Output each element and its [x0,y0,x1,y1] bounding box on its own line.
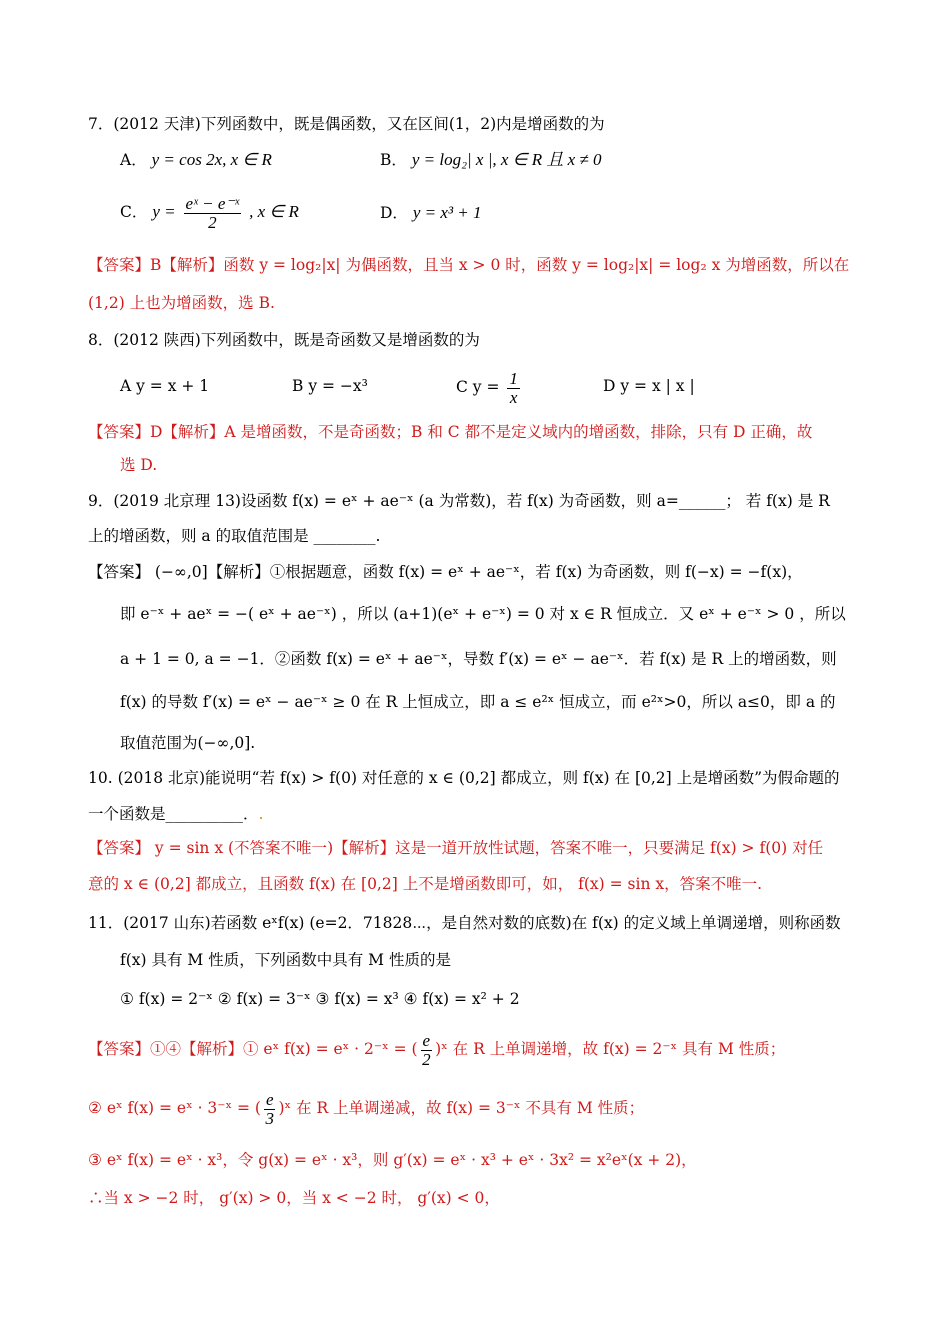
q11-answer-line-1-fraction [421,1032,433,1069]
q8-answer-line-2: 选 D. [120,456,158,474]
q11-answer-line-1-denominator: 2 [422,1049,431,1069]
q8-option-b: B y = −x³ [292,377,368,395]
q8-option-d: D y = x | x | [603,377,695,395]
q7-answer-line-2: (1,2) 上也为增函数，选 B. [88,294,275,312]
q8-option-c-label: C y = [456,378,500,396]
q7-option-c-lhs: y = [152,202,176,221]
q10-orange-dot: . [258,805,264,823]
q11-answer-line-2-denominator: 3 [265,1108,274,1128]
q7-option-c-label: C． [120,203,148,221]
q10-stem-line-2-text: 一个函数是__________． [88,805,259,823]
q11-answer-line-4: ∴当 x > −2 时， g′(x) > 0，当 x < −2 时， g′(x) < 0， [88,1189,500,1207]
q7-stem: 7．(2012 天津)下列函数中，既是偶函数，又在区间(1，2)内是增函数的为 [88,115,605,133]
q8-option-c [456,365,523,409]
q8-option-c-fraction [507,370,520,407]
q7-option-c-denominator: 2 [208,212,217,232]
q9-answer-line-3: a + 1 = 0, a = −1．②函数 f(x) = eˣ + ae⁻ˣ，导数 f′(x) = eˣ − ae⁻ˣ．若 f(x) 是 R 上的增函数，则 [120,650,837,668]
q7-option-a-math: y = cos 2x, x ∈ R [151,150,272,169]
q9-answer-line-2: 即 e⁻ˣ + aeˣ = −( eˣ + ae⁻ˣ) ，所以 (a+1)(eˣ + e⁻ˣ) = 0 对 x ∈ R 恒成立．又 eˣ + e⁻ˣ > 0 ，所以 [120,605,846,623]
q7-option-d-math: y = x³ + 1 [412,203,482,222]
q7-option-b-math: y = log₂| x |, x ∈ R 且 x ≠ 0 [411,150,602,169]
q11-answer-line-3: ③ eˣ f(x) = eˣ · x³，令 g(x) = eˣ · x³，则 g′(x) = eˣ · x³ + eˣ · 3x² = x²eˣ(x + 2)， [88,1151,697,1169]
q9-answer-line-1 [88,562,803,582]
q8-answer-line-1: 【答案】D【解析】A 是增函数，不是奇函数；B 和 C 都不是定义域内的增函数，排除，只有 D 正确，故 [88,423,813,441]
q11-answer-line-1-post: )ˣ 在 R 上单调递增，故 f(x) = 2⁻ˣ 具有 M 性质； [435,1040,786,1058]
q7-option-c [120,190,299,234]
q11-answer-line-2-fraction [264,1091,276,1128]
q8-option-c-numerator: 1 [509,368,518,388]
q11-answer-line-1-numerator: e [422,1030,431,1050]
q8-option-c-denominator: x [509,387,518,407]
q7-option-b-label: B． [380,151,407,169]
q10-answer-line-1: 【答案】 y = sin x (不答案不唯一)【解析】这是一道开放性试题，答案不唯一，只要满足 f(x) > f(0) 对任 [88,839,824,857]
q10-answer-line-2: 意的 x ∈ (0,2] 都成立，且函数 f(x) 在 [0,2] 上不是增函数即可，如， f(x) = sin x，答案不唯一. [88,875,763,893]
q9-answer-line-5: 取值范围为(−∞,0]. [120,734,256,752]
q11-stem-line-2: f(x) 具有 M 性质，下列函数中具有 M 性质的是 [120,951,451,969]
q9-stem-line-2: 上的增函数，则 a 的取值范围是 ________. [88,527,381,545]
q7-option-d-label: D． [380,204,408,222]
q7-option-c-numerator: eˣ − e⁻ˣ [185,193,240,213]
q7-option-b [380,150,601,170]
q11-answer-line-2-post: )ˣ 在 R 上单调递减，故 f(x) = 3⁻ˣ 不具有 M 性质； [278,1099,645,1117]
q9-stem-line-1: 9．(2019 北京理 13)设函数 f(x) = eˣ + ae⁻ˣ (a 为常数)，若 f(x) 为奇函数，则 a=______； 若 f(x) 是 R [88,492,830,510]
q11-answer-line-1 [88,1027,785,1071]
q7-option-c-fraction [184,195,242,232]
q7-option-a [120,150,272,170]
q11-stem-line-1: 11．(2017 山东)若函数 eˣf(x) (e=2．71828⋯，是自然对数的底数)在 f(x) 的定义域上单调递增，则称函数 [88,914,841,932]
q7-option-a-label: A． [120,151,147,169]
q11-answer-line-2-pre: ② eˣ f(x) = eˣ · 3⁻ˣ = ( [88,1099,261,1117]
q7-option-d [380,203,482,223]
q8-stem: 8．(2012 陕西)下列函数中，既是奇函数又是增函数的为 [88,331,480,349]
q11-answer-line-2 [88,1086,644,1130]
q11-answer-line-1-pre: 【答案】①④【解析】① eˣ f(x) = eˣ · 2⁻ˣ = ( [88,1040,418,1058]
q11-options: ① f(x) = 2⁻ˣ ② f(x) = 3⁻ˣ ③ f(x) = x³ ④ f(x) = x² + 2 [120,990,520,1008]
q9-answer-line-1-text: 【答案】 (−∞,0]【解析】①根据题意，函数 f(x) = eˣ + ae⁻ˣ，若 f(x) 为奇函数，则 f(−x) = −f(x)， [88,563,803,581]
q8-option-a: A y = x + 1 [120,377,210,395]
q7-option-c-rest: , x ∈ R [249,202,299,221]
q11-answer-line-2-numerator: e [265,1089,274,1109]
q10-stem-line-2 [88,804,263,824]
q9-answer-line-4: f(x) 的导数 f′(x) = eˣ − ae⁻ˣ ≥ 0 在 R 上恒成立，即 a ≤ e²ˣ 恒成立，而 e²ˣ>0，所以 a≤0，即 a 的 [120,693,836,711]
q10-stem-line-1: 10. (2018 北京)能说明“若 f(x) > f(0) 对任意的 x ∈ (0,2] 都成立，则 f(x) 在 [0,2] 上是增函数”为假命题的 [88,769,840,787]
q7-answer-line-1: 【答案】B【解析】函数 y = log₂|x| 为偶函数，且当 x > 0 时，函数 y = log₂|x| = log₂ x 为增函数，所以在 [88,256,850,274]
